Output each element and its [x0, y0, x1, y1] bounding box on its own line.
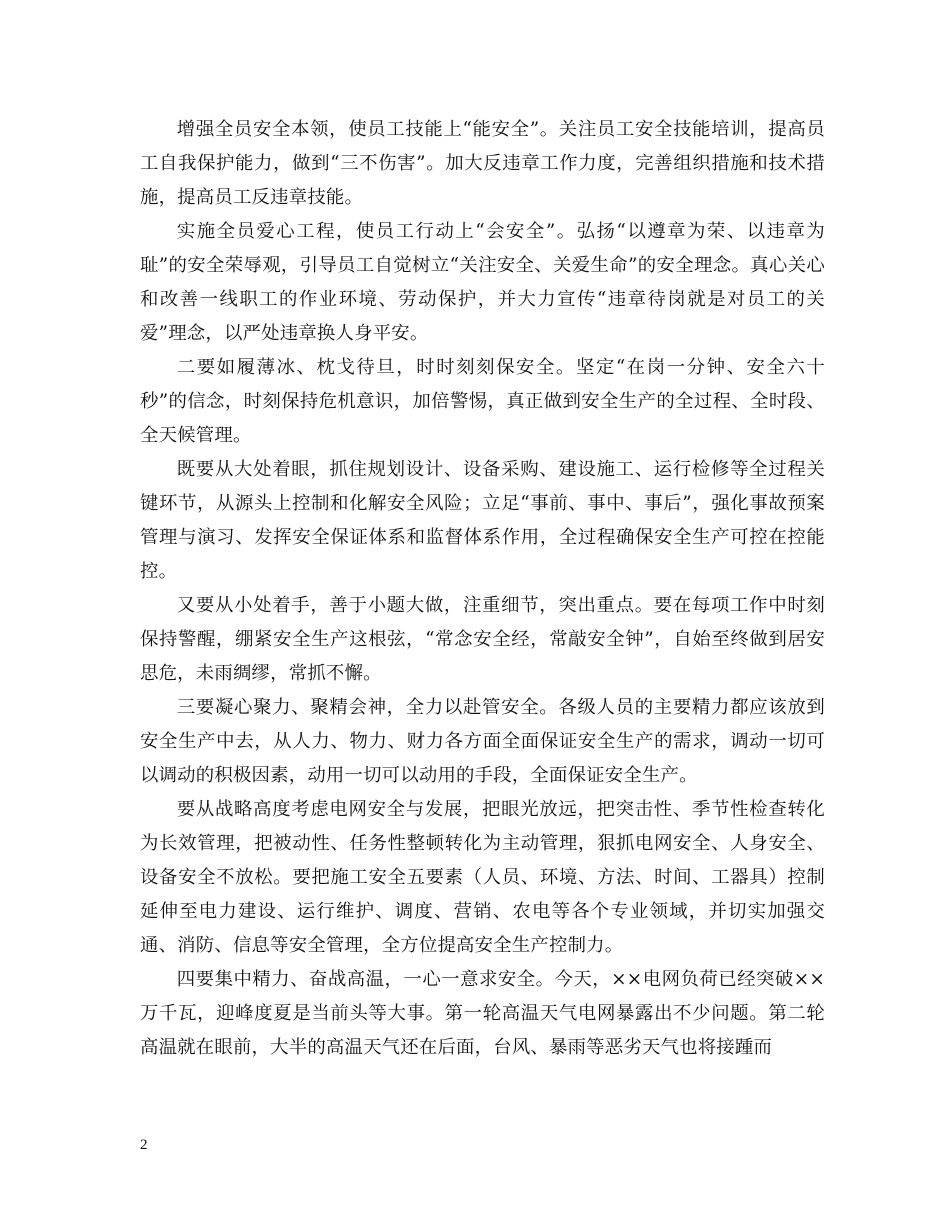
paragraph: 实施全员爱心工程，使员工行动上“会安全”。弘扬“以遵章为荣、以违章为耻”的安全荣辱观，引导员工自觉树立“关注安全、关爱生命”的安全理念。真心关心和改善一线职工的作业环境、劳动保护，并大力宣传“违章待岗就是对员工的关爱”理念，以严处违章换人身平安。 — [140, 221, 825, 344]
paragraph: 增强全员安全本领，使员工技能上“能安全”。关注员工安全技能培训，提高员工自我保护能力，做到“三不伤害”。加大反违章工作力度，完善组织措施和技术措施，提高员工反违章技能。 — [140, 119, 825, 208]
paragraph: 三要凝心聚力、聚精会神，全力以赴管安全。各级人员的主要精力都应该放到安全生产中去，从人力、物力、财力各方面全面保证安全生产的需求，调动一切可以调动的积极因素，动用一切可以动用的手段，全面保证安全生产。 — [140, 697, 825, 786]
paragraph: 二要如履薄冰、枕戈待旦，时时刻刻保安全。坚定“在岗一分钟、安全六十秒”的信念，时刻保持危机意识，加倍警惕，真正做到安全生产的全过程、全时段、全天候管理。 — [140, 357, 825, 446]
paragraph: 要从战略高度考虑电网安全与发展，把眼光放远，把突击性、季节性检查转化为长效管理，把被动性、任务性整顿转化为主动管理，狠抓电网安全、人身安全、设备安全不放松。要把施工安全五要素（人员、环境、方法、时间、工器具）控制延伸至电力建设、运行维护、调度、营销、农电等各个专业领域，并切实加强交通、消防、信息等安全管理，全方位提高安全生产控制力。 — [140, 799, 825, 956]
paragraph: 又要从小处着手，善于小题大做，注重细节，突出重点。要在每项工作中时刻保持警醒，绷紧安全生产这根弦，“常念安全经，常敲安全钟”，自始至终做到居安思危，未雨绸缪，常抓不懈。 — [140, 595, 825, 684]
document-body — [140, 113, 825, 1065]
paragraph: 既要从大处着眼，抓住规划设计、设备采购、建设施工、运行检修等全过程关键环节，从源头上控制和化解安全风险；立足“事前、事中、事后”，强化事故预案管理与演习、发挥安全保证体系和监督体系作用，全过程确保安全生产可控在控能控。 — [140, 459, 825, 582]
page-number: 2 — [140, 1137, 148, 1153]
paragraph: 四要集中精力、奋战高温，一心一意求安全。今天，××电网负荷已经突破××万千瓦，迎峰度夏是当前头等大事。第一轮高温天气电网暴露出不少问题。第二轮高温就在眼前，大半的高温天气还在后面，台风、暴雨等恶劣天气也将接踵而 — [140, 969, 825, 1058]
